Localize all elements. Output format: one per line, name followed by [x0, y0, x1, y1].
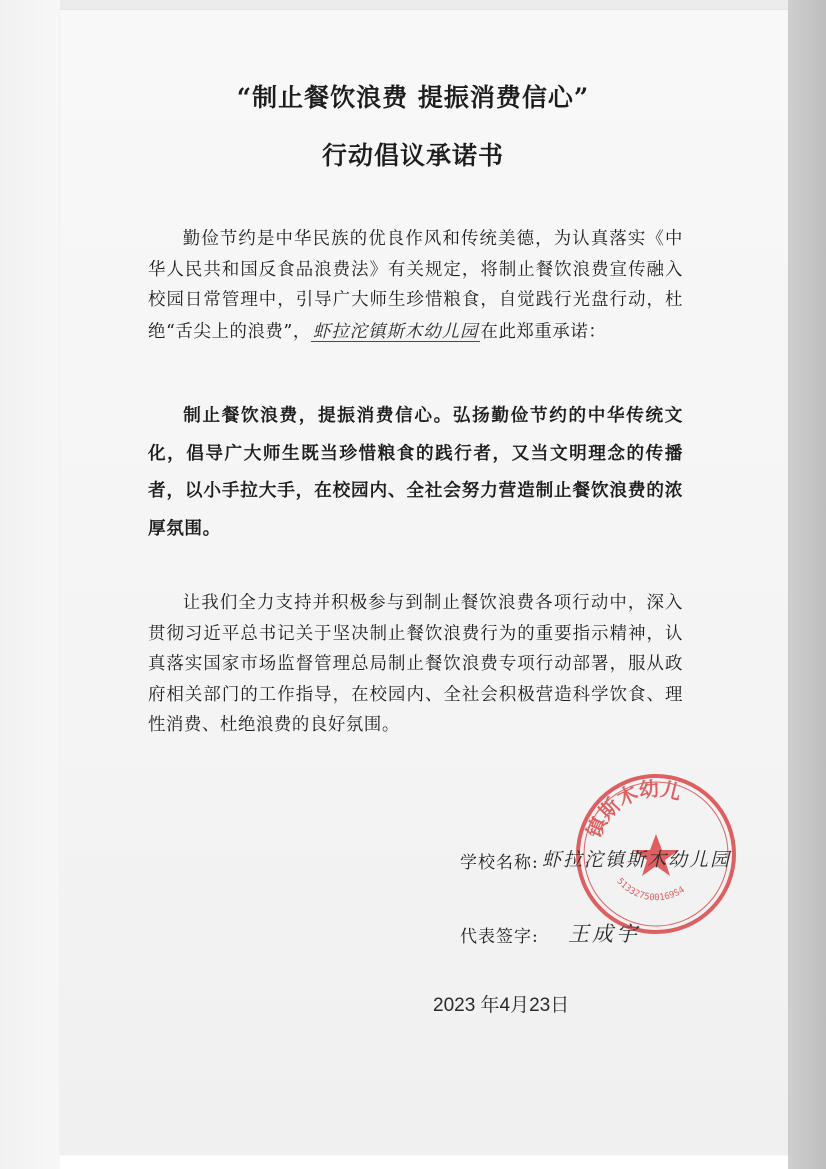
- intro-text: 勤俭节约是中华民族的优良作风和传统美德，为认真落实《中华人民共和国反食品浪费法》有关规定，将制止餐饮浪费宣传融入校园日常管理中，引导广大师生珍惜粮食，自觉践行光盘行动，杜绝“舌尖上的浪费”，: [148, 229, 683, 342]
- seal-code-text: 513327500169S4: [614, 876, 687, 904]
- title-line-2: 行动倡议承诺书: [321, 141, 504, 170]
- paragraph-intro: [148, 224, 683, 347]
- intro-ending: 在此郑重承诺：: [480, 321, 607, 342]
- title-line-1: “制止餐饮浪费 提振消费信心”: [236, 83, 590, 112]
- school-name-signature: 虾拉沱镇斯木幼儿园: [542, 850, 732, 871]
- seal-top-text: 镇斯木幼儿: [581, 776, 684, 842]
- document-date: 2023 年4月23日: [433, 995, 570, 1016]
- handwritten-school-name: 虾拉沱镇斯木幼儿园: [312, 320, 479, 341]
- scan-left-margin: [0, 0, 60, 1169]
- representative-signature: 王成宇: [568, 923, 640, 946]
- scan-top-edge: [0, 0, 826, 10]
- representative-label: 代表签字:: [460, 927, 539, 947]
- paragraph-pledge: 制止餐饮浪费，提振消费信心。弘扬勤俭节约的中华传统文化，倡导广大师生既当珍惜粮食的践行者，又当文明理念的传播者，以小手拉大手，在校园内、全社会努力营造制止餐饮浪费的浓厚氛围。: [148, 406, 683, 539]
- paragraph-action: 让我们全力支持并积极参与到制止餐饮浪费各项行动中，深入贯彻习近平总书记关于坚决制止餐饮浪费行为的重要指示精神，认真落实国家市场监督管理总局制止餐饮浪费专项行动部署，服从政府相关部门的工作指导，在校园内、全社会积极营造科学饮食、理性消费、杜绝浪费的良好氛围。: [148, 593, 683, 735]
- school-name-label: 学校名称:: [460, 853, 539, 873]
- paper-sheet: [60, 10, 788, 1155]
- scan-right-edge: [788, 0, 826, 1169]
